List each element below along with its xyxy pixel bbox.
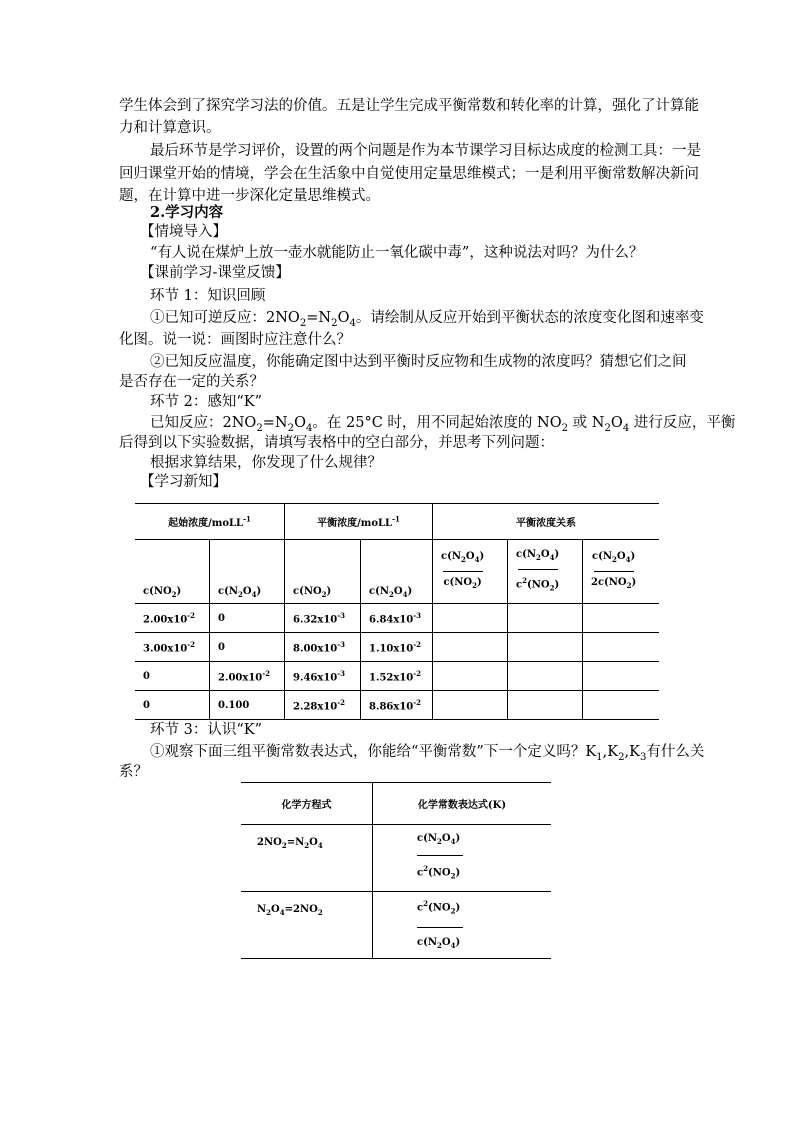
- link-3: 环节 3：认识“K”: [150, 722, 262, 738]
- question-1-line1: ①已知可逆反应：$2NO_2=N_2O_4$。请绘制从反应开始到平衡状态的浓度变化图和速率变: [150, 310, 704, 329]
- heading-scene: 【情境导入】: [140, 224, 227, 240]
- subheader-no2-equil: $c(NO_2)$: [285, 540, 361, 604]
- equation-reverse: $N_2O_4=2NO_2$: [241, 892, 373, 959]
- blank-cell[interactable]: [433, 604, 508, 633]
- para1-line1: 学生体会到了探究学习法的价值。五是让学生完成平衡常数和转化率的计算，强化了计算能: [119, 98, 699, 114]
- table-row: [241, 825, 551, 892]
- header-constant-expression: 化学常数表达式(K): [373, 783, 552, 825]
- subheader-n2o4-initial: $c(N_2O_4)$: [210, 540, 285, 604]
- question-3-line1: ①观察下面三组平衡常数表达式，你能给“平衡常数”下一个定义吗？$K_1,K_2,K_3$有什么关: [150, 744, 705, 763]
- question-2-line1: ②已知反应温度，你能确定图中达到平衡时反应物和生成物的浓度吗？猜想它们之间: [150, 354, 687, 370]
- heading-new-knowledge: 【学习新知】: [140, 474, 227, 490]
- header-concentration-relation: 平衡浓度关系: [433, 504, 660, 540]
- k-expression-forward: $c(N_2O_4)$ $c^2(NO_2)$: [373, 825, 552, 892]
- header-equilibrium-concentration: 平衡浓度/moLL$^{-1}$: [285, 504, 433, 540]
- blank-cell[interactable]: [433, 662, 508, 691]
- k-intro-line3: 根据求算结果，你发现了什么规律？: [150, 455, 382, 471]
- blank-cell[interactable]: [508, 633, 583, 662]
- question-1-line2: 化图。说一说：画图时应注意什么？: [119, 332, 351, 348]
- blank-cell[interactable]: [508, 691, 583, 720]
- equation-forward: $2NO_2=N_2O_4$: [241, 825, 373, 892]
- blank-cell[interactable]: [583, 633, 660, 662]
- link-2: 环节 2：感知“K”: [150, 394, 262, 410]
- ratio-n2o4-over-no2: $c(N_2O_4)$ $c(NO_2)$: [433, 540, 508, 604]
- section-2-heading: 2.学习内容: [150, 204, 224, 221]
- blank-cell[interactable]: [583, 604, 660, 633]
- question-3-line2: 系？: [119, 764, 148, 780]
- k-intro-line2: 后得到以下实验数据，请填写表格中的空白部分，并思考下列问题：: [119, 435, 554, 451]
- table-row: $2.00x10^{-2}$ 0 $6.32x10^{-3}$ $6.84x10^{-3}$: [135, 604, 659, 633]
- table-row: $3.00x10^{-2}$ 0 $8.00x10^{-3}$ $1.10x10^{-2}$: [135, 633, 659, 662]
- k-expression-reverse: $c^2(NO_2)$ $c(N_2O_4)$: [373, 892, 552, 959]
- subheader-no2-initial: $c(NO_2)$: [135, 540, 210, 604]
- k-intro-line1: 已知反应：$2NO_2=N_2O_4$。在 25°C 时，用不同起始浓度的 $NO_2$ 或 $N_2O_4$ 进行反应，平衡: [150, 415, 736, 434]
- question-2-line2: 是否存在一定的关系？: [119, 374, 264, 390]
- equilibrium-constant-table: [241, 782, 551, 959]
- header-chemical-equation: 化学方程式: [241, 783, 373, 825]
- ratio-n2o4-over-2no2: $c(N_2O_4)$ $2c(NO_2)$: [583, 540, 660, 604]
- table-row: 0 $2.00x10^{-2}$ $9.46x10^{-3}$ $1.52x10^{-2}$: [135, 662, 659, 691]
- blank-cell[interactable]: [583, 662, 660, 691]
- subheader-n2o4-equil: $c(N_2O_4)$: [361, 540, 433, 604]
- blank-cell[interactable]: [508, 604, 583, 633]
- para2-line2: 回归课堂开始的情境，学会在生活象中自觉使用定量思维模式；一是利用平衡常数解决新问: [119, 166, 699, 182]
- table-row: 0 0.100 $2.28x10^{-2}$ $8.86x10^{-2}$: [135, 691, 659, 720]
- header-initial-concentration: 起始浓度/moLL$^{-1}$: [135, 504, 285, 540]
- para2-line3: 题，在计算中进一步深化定量思维模式。: [119, 188, 380, 204]
- blank-cell[interactable]: [508, 662, 583, 691]
- equilibrium-data-table: [135, 503, 659, 720]
- heading-pre-study: 【课前学习-课堂反馈】: [140, 265, 290, 281]
- blank-cell[interactable]: [583, 691, 660, 720]
- table-row: [241, 892, 551, 959]
- blank-cell[interactable]: [433, 633, 508, 662]
- para2-line1: 最后环节是学习评价，设置的两个问题是作为本节课学习目标达成度的检测工具：一是: [150, 143, 701, 159]
- scene-question: “有人说在煤炉上放一壶水就能防止一氧化碳中毒”，这种说法对吗？为什么？: [150, 245, 644, 261]
- blank-cell[interactable]: [433, 691, 508, 720]
- link-1: 环节 1：知识回顾: [150, 288, 266, 304]
- ratio-n2o4-over-no2-squared: $c(N_2O_4)$ $c^2(NO_2)$: [508, 540, 583, 604]
- para1-line2: 力和计算意识。: [119, 120, 221, 136]
